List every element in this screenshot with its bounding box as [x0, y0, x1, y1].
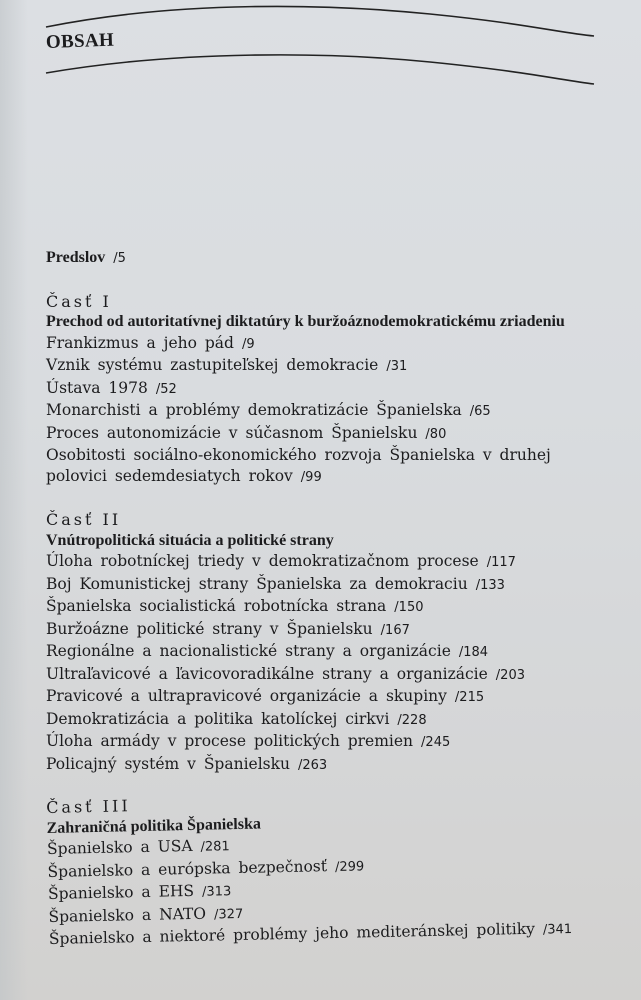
toc-entry: [46, 686, 606, 709]
toc-entry: [46, 378, 606, 401]
bottom-rule: [46, 55, 594, 84]
entry-label: Proces autonomizácie v súčasnom Španielsku: [46, 423, 418, 442]
entry-label: Úloha armády v procese politických premien: [46, 732, 414, 750]
entry-page: /99: [300, 469, 322, 485]
entry-label: Španielsko a niektoré problémy jeho mediteránskej politiky: [48, 919, 536, 948]
part-title: Vnútropolitická situácia a politické strany: [46, 531, 334, 549]
entry-page: /184: [458, 645, 489, 660]
entry-label: Španielsko a európska bezpečnosť: [47, 856, 328, 881]
toc-entry: [46, 423, 606, 446]
part-1: [46, 292, 606, 489]
entry-page: /80: [425, 426, 447, 442]
toc-entry: [46, 619, 606, 642]
entry-label: Ústava 1978: [46, 378, 148, 397]
entry-label: Regionálne a nacionalistické strany a organizácie: [46, 642, 451, 660]
entry-label: Ultraľavicové a ľavicovoradikálne strany a organizácie: [46, 664, 488, 683]
header-rules: [0, 0, 641, 110]
preface-label: Predslov: [46, 249, 106, 266]
entry-label: Policajný systém v Španielsku: [46, 754, 290, 773]
entry-label: Boj Komunistickej strany Španielska za demokraciu: [46, 574, 468, 593]
entry-page: /245: [421, 735, 451, 750]
entry-page: /52: [155, 381, 177, 397]
entry-page: /263: [298, 757, 328, 773]
entry-page: /228: [397, 712, 427, 728]
toc-entry: [46, 664, 606, 687]
toc-entry: [46, 709, 606, 732]
entry-label: Osobitosti sociálno-ekonomického rozvoja Španielska v druhej polovici sedemdesiatych rokov: [46, 446, 551, 485]
toc-preface: [46, 247, 606, 270]
entry-page: /299: [334, 858, 365, 875]
toc-entry: [46, 641, 606, 664]
toc-entry: [46, 754, 606, 777]
part-3: [46, 786, 609, 951]
entry-label: Španielsko a NATO: [48, 904, 207, 926]
entry-page: /150: [394, 600, 424, 615]
toc-entry: [46, 596, 606, 619]
page-title: OBSAH: [45, 29, 115, 53]
top-rule: [46, 6, 594, 36]
toc-entry: [46, 445, 606, 488]
toc-entry: [46, 551, 606, 574]
entry-page: /281: [200, 839, 230, 855]
entry-page: /327: [213, 906, 244, 923]
toc-entry: [46, 731, 606, 754]
entry-label: Vznik systému zastupiteľskej demokracie: [46, 356, 379, 374]
entry-label: Demokratizácia a politika katolíckej cirkvi: [46, 709, 390, 728]
toc-entry: [46, 355, 606, 378]
entry-page: /203: [495, 667, 525, 683]
entry-page: /31: [386, 359, 408, 374]
entry-label: Pravicové a ultrapravicové organizácie a skupiny: [46, 687, 447, 705]
page-edge-shadow: [0, 0, 28, 1000]
entry-label: Španielsko a USA: [46, 836, 193, 858]
part-title: Prechod od autoritatívnej diktatúry k buržoáznodemokratickému zriadeniu: [46, 313, 565, 330]
part-label: Časť III: [46, 796, 131, 817]
entry-label: Monarchisti a problémy demokratizácie Španielska: [46, 401, 462, 419]
entry-page: /133: [475, 577, 505, 593]
entry-page: /215: [454, 690, 485, 705]
toc-entry: [46, 574, 606, 597]
preface-page: /5: [113, 251, 126, 266]
entry-page: /65: [469, 404, 491, 419]
entry-label: Frankizmus a jeho pád: [46, 333, 234, 352]
part-2: [46, 510, 606, 776]
part-label: Časť II: [46, 510, 122, 529]
entry-page: /167: [380, 622, 410, 638]
entry-page: /117: [486, 555, 516, 570]
entry-page: /9: [241, 336, 255, 352]
entry-label: Španielsko a EHS: [47, 881, 195, 903]
toc-entry: [46, 333, 606, 356]
table-of-contents: [46, 247, 606, 952]
entry-label: Buržoázne politické strany v Španielsku: [46, 619, 373, 638]
entry-label: Úloha robotníckej triedy v demokratizačnom procese: [46, 552, 479, 570]
entry-page: /313: [201, 884, 232, 900]
toc-entry: [46, 400, 606, 423]
entry-label: Španielska socialistická robotnícka strana: [46, 597, 387, 615]
entry-page: /341: [542, 922, 573, 938]
part-title: Zahraničná politika Španielska: [46, 815, 262, 837]
part-label: Časť I: [46, 291, 112, 311]
